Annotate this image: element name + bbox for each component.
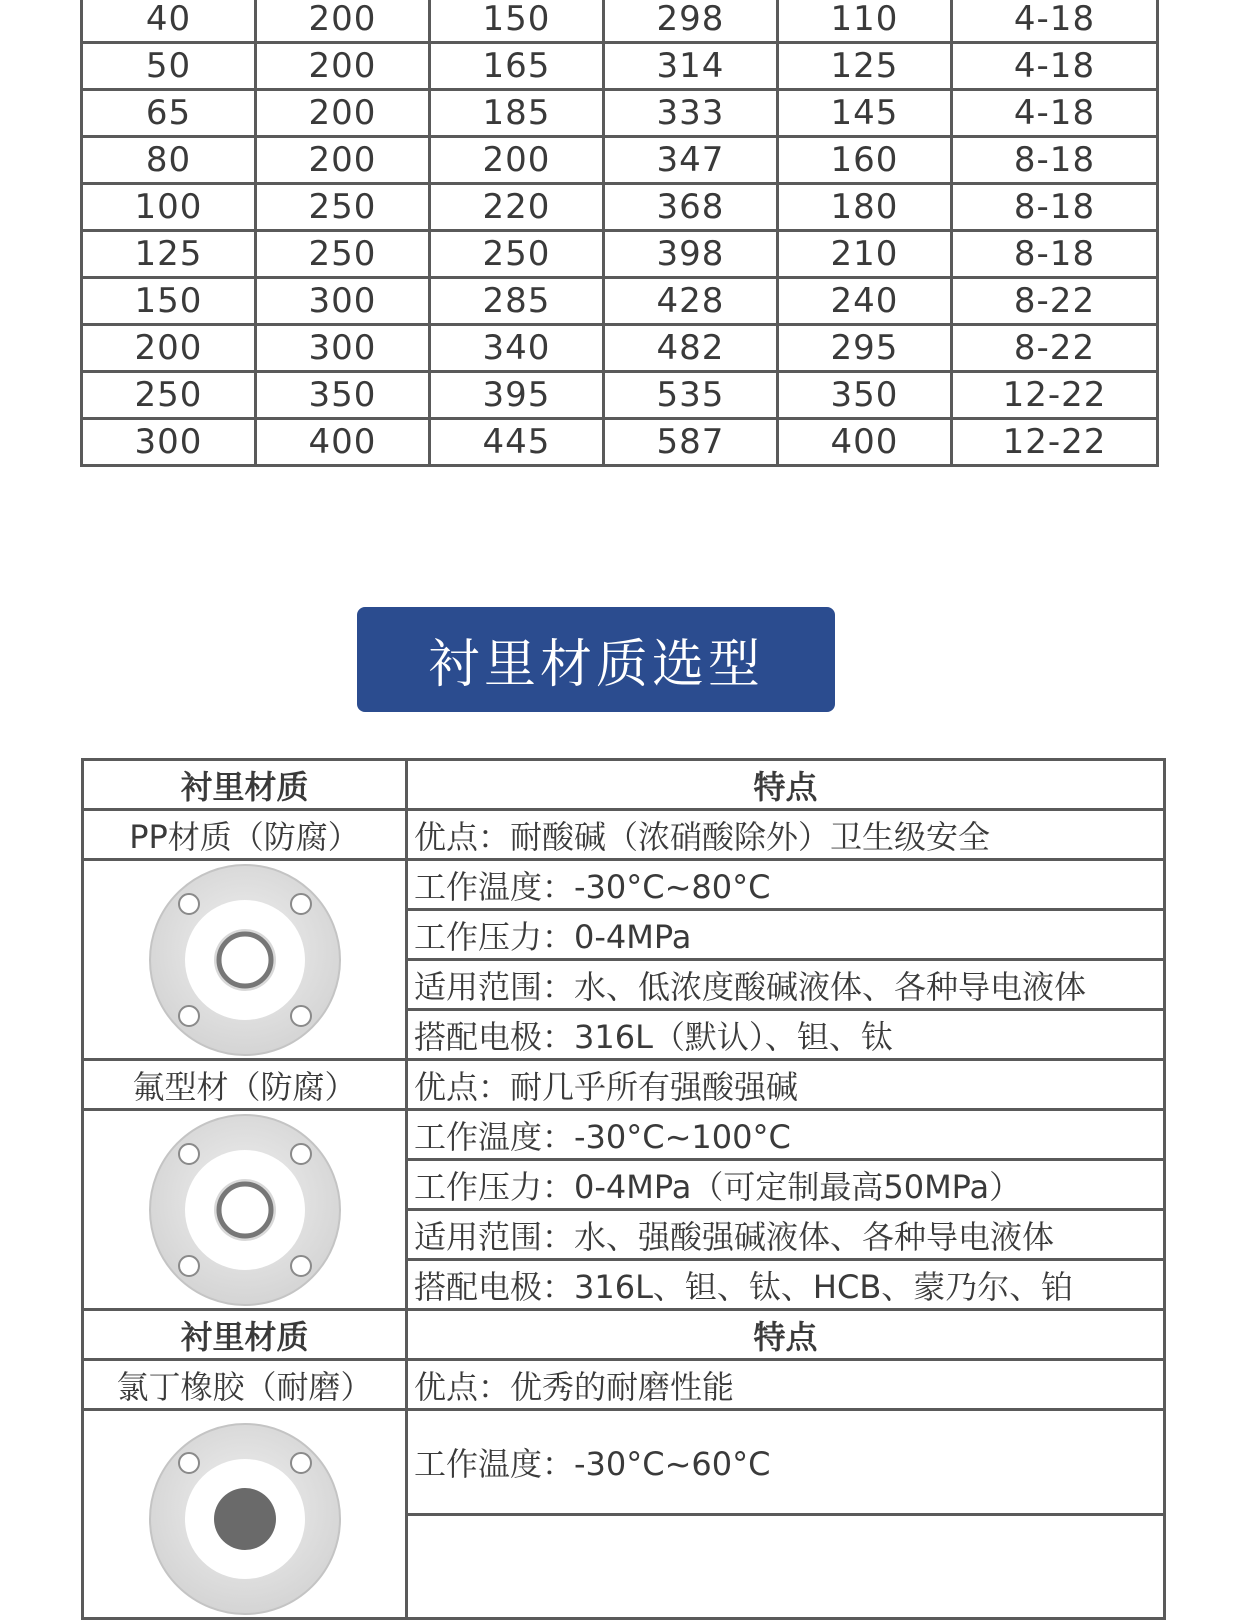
dimension-cell: 200 — [430, 137, 604, 184]
dimension-row — [82, 90, 1158, 137]
dimension-cell: 180 — [778, 184, 952, 231]
dimension-cell: 285 — [430, 278, 604, 325]
rubber-empty-row — [407, 1514, 1165, 1619]
dimension-cell: 150 — [82, 278, 256, 325]
dimension-cell: 428 — [604, 278, 778, 325]
dimension-cell: 445 — [430, 419, 604, 466]
dimension-cell: 395 — [430, 372, 604, 419]
dimension-cell: 200 — [256, 0, 430, 43]
fluoro-temperature: 工作温度：-30°C~100°C — [407, 1110, 1165, 1160]
material-table-header-2 — [83, 1310, 1165, 1360]
dimension-cell: 340 — [430, 325, 604, 372]
dimension-row — [82, 0, 1158, 43]
dimension-cell: 50 — [82, 43, 256, 90]
dimension-cell: 12-22 — [952, 372, 1158, 419]
header-features-2: 特点 — [407, 1310, 1165, 1360]
dimension-cell: 535 — [604, 372, 778, 419]
dimension-row — [82, 184, 1158, 231]
fluoro-advantage: 优点：耐几乎所有强酸强碱 — [407, 1060, 1165, 1110]
material-name-pp: PP材质（防腐） — [83, 810, 407, 860]
pp-electrode: 搭配电极：316L（默认）、钽、钛 — [407, 1010, 1165, 1060]
dimension-cell: 145 — [778, 90, 952, 137]
dimension-cell: 8-22 — [952, 325, 1158, 372]
dimension-cell: 110 — [778, 0, 952, 43]
dimension-cell: 368 — [604, 184, 778, 231]
dimension-table-body — [82, 0, 1158, 466]
dimension-cell: 220 — [430, 184, 604, 231]
pp-pressure: 工作压力：0-4MPa — [407, 910, 1165, 960]
dimension-cell: 398 — [604, 231, 778, 278]
dimension-cell: 8-22 — [952, 278, 1158, 325]
material-name-rubber: 氯丁橡胶（耐磨） — [83, 1360, 407, 1410]
dimension-cell: 300 — [256, 325, 430, 372]
material-row-rubber — [83, 1360, 1165, 1410]
material-row-fluoro — [83, 1060, 1165, 1110]
dimension-cell: 300 — [82, 419, 256, 466]
dimension-row — [82, 372, 1158, 419]
dimension-cell: 160 — [778, 137, 952, 184]
dimension-cell: 4-18 — [952, 90, 1158, 137]
dimension-cell: 350 — [778, 372, 952, 419]
fluoro-pressure: 工作压力：0-4MPa（可定制最高50MPa） — [407, 1160, 1165, 1210]
dimension-cell: 65 — [82, 90, 256, 137]
dimension-cell: 250 — [256, 184, 430, 231]
rubber-advantage: 优点：优秀的耐磨性能 — [407, 1360, 1165, 1410]
material-name-fluoro: 氟型材（防腐） — [83, 1060, 407, 1110]
header-features: 特点 — [407, 760, 1165, 810]
dimension-cell: 295 — [778, 325, 952, 372]
rubber-temperature: 工作温度：-30°C~60°C — [407, 1410, 1165, 1515]
dimension-cell: 4-18 — [952, 0, 1158, 43]
material-table — [81, 758, 1166, 1620]
pp-temperature: 工作温度：-30°C~80°C — [407, 860, 1165, 910]
dimension-row — [82, 43, 1158, 90]
dimension-cell: 125 — [778, 43, 952, 90]
dimension-cell: 347 — [604, 137, 778, 184]
header-material: 衬里材质 — [83, 760, 407, 810]
dimension-cell: 200 — [256, 90, 430, 137]
dimension-cell: 298 — [604, 0, 778, 43]
dimension-cell: 250 — [256, 231, 430, 278]
rubber-flange-image — [83, 1410, 407, 1619]
dimension-cell: 400 — [256, 419, 430, 466]
dimension-cell: 300 — [256, 278, 430, 325]
dimension-cell: 40 — [82, 0, 256, 43]
dimension-cell: 250 — [82, 372, 256, 419]
dimension-cell: 100 — [82, 184, 256, 231]
header-material-2: 衬里材质 — [83, 1310, 407, 1360]
dimension-cell: 200 — [256, 43, 430, 90]
flange-lining-icon — [147, 1112, 343, 1308]
material-table-header — [83, 760, 1165, 810]
section-title: 衬里材质选型 — [357, 607, 835, 712]
dimension-cell: 8-18 — [952, 231, 1158, 278]
dimension-cell: 200 — [256, 137, 430, 184]
dimension-cell: 150 — [430, 0, 604, 43]
pp-scope: 适用范围：水、低浓度酸碱液体、各种导电液体 — [407, 960, 1165, 1010]
fluoro-flange-image — [83, 1110, 407, 1310]
dimension-cell: 125 — [82, 231, 256, 278]
dimension-cell: 200 — [82, 325, 256, 372]
dimension-cell: 165 — [430, 43, 604, 90]
dimension-row — [82, 278, 1158, 325]
dimension-cell: 185 — [430, 90, 604, 137]
flange-lining-icon — [147, 862, 343, 1058]
dimension-row — [82, 231, 1158, 278]
dimension-cell: 482 — [604, 325, 778, 372]
fluoro-scope: 适用范围：水、强酸强碱液体、各种导电液体 — [407, 1210, 1165, 1260]
dimension-cell: 240 — [778, 278, 952, 325]
dimension-cell: 250 — [430, 231, 604, 278]
dimension-row — [82, 137, 1158, 184]
pp-advantage: 优点：耐酸碱（浓硝酸除外）卫生级安全 — [407, 810, 1165, 860]
dimension-cell: 314 — [604, 43, 778, 90]
dimension-cell: 587 — [604, 419, 778, 466]
dimension-cell: 210 — [778, 231, 952, 278]
dimension-row — [82, 325, 1158, 372]
pp-flange-image — [83, 860, 407, 1060]
dimension-cell: 400 — [778, 419, 952, 466]
dimension-cell: 350 — [256, 372, 430, 419]
dimension-cell: 8-18 — [952, 137, 1158, 184]
dimension-cell: 8-18 — [952, 184, 1158, 231]
dimension-row — [82, 419, 1158, 466]
flange-lining-icon — [147, 1421, 343, 1617]
dimension-table — [80, 0, 1159, 467]
dimension-cell: 12-22 — [952, 419, 1158, 466]
fluoro-electrode: 搭配电极：316L、钽、钛、HCB、蒙乃尔、铂 — [407, 1260, 1165, 1310]
dimension-cell: 4-18 — [952, 43, 1158, 90]
material-row-pp — [83, 810, 1165, 860]
dimension-cell: 80 — [82, 137, 256, 184]
dimension-cell: 333 — [604, 90, 778, 137]
